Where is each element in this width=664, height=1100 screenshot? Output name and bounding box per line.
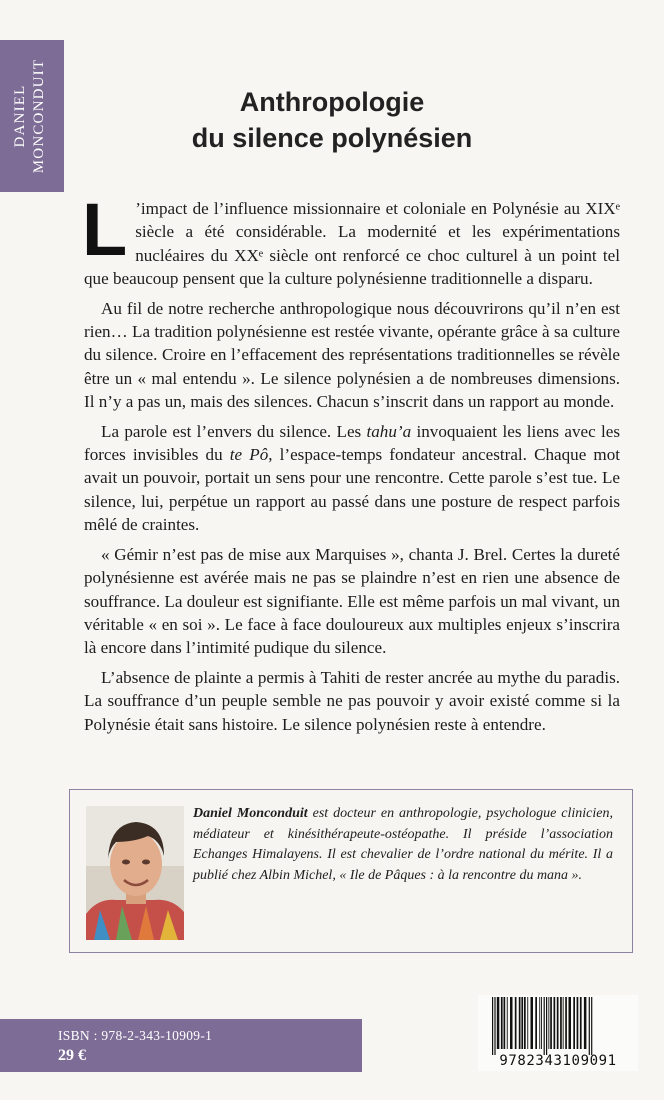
barcode-bar [563,997,564,1049]
term-te-po: te Pô [229,445,269,465]
barcode-bar [589,997,590,1055]
barcode-bar [539,997,540,1049]
barcode-bar [497,997,500,1049]
barcode-bar [591,997,592,1055]
barcode-bar [494,997,495,1055]
barcode-bar [521,997,523,1049]
barcode-bar [548,997,549,1049]
barcode-bar [584,997,587,1049]
barcode-bar [515,997,517,1049]
barcode-digits: 9782343109091 [499,1053,617,1069]
barcode-bar [501,997,503,1049]
blurb [82,188,621,742]
barcode-bar [565,997,567,1049]
title-line-1: Anthropologie [239,87,425,117]
barcode-bar [569,997,572,1049]
isbn-number: ISBN : 978-2-343-10909-1 [58,1028,213,1043]
barcode-bar [557,997,559,1049]
barcode-bar [492,997,493,1055]
barcode-bar [507,997,508,1049]
barcode-bar [546,997,547,1055]
paragraph-3-part-c: , l’espace-temps fondateur ancestral. Chaque mot avait un pouvoir, portait un sens pour une rencontre. Cette parole s’est tue. Le silence, lui, perpétue un rapport au passé dans une posture de respect parfois mêlé de craintes. [84,445,621,535]
barcode-bar [510,997,513,1049]
blurb-paragraph-5: L’absence de plainte a permis à Tahiti de rester ancrée au mythe du paradis. La souffrance d’un peuple semble ne pas pouvoir y avoir existé comme si la Polynésie était sans histoire. Le silence polynésien reste à entendre. [84,667,620,734]
term-tahua: tahu’a [366,421,412,441]
barcode-bar [544,997,545,1055]
drop-cap: L [82,188,128,271]
paragraph-3-part-b: invoquaient les liens avec les forces invisibles du [84,421,621,465]
paragraph-3-part-a: La parole est l’envers du silence. Les [101,421,367,441]
isbn-price-bar [0,1019,362,1072]
paragraph-1-text: ’impact de l’influence missionnaire et coloniale en Polynésie au XIXᵉ siècle a été considérable. La modernité et les expérimentations nucléaires du XXᵉ siècle ont renforcé ce choc culturel à un point tel que beaucoup pensent que la culture polynésienne traditionnelle a disparu. [84,199,620,289]
author-portrait-icon [86,806,184,940]
blurb-paragraph-1 [82,188,620,291]
blurb-paragraph-4: « Gémir n’est pas de mise aux Marquises », chanta J. Brel. Certes la dureté polynésienne est avérée mais ne pas se plaindre n’est en rien une absence de souffrance. La douleur est signifiante. Elle est même parfois un mal vivant, un véritable « en soi ». Le face à face douloureux aux multiples enjeux s’inscrira là encore dans l’intimité pudique du silence. [84,544,620,658]
book-title [0,84,664,156]
barcode-bar [535,997,537,1049]
blurb-paragraph-2: Au fil de notre recherche anthropologique nous découvrirons qu’il n’en est rien… La tradition polynésienne est restée vivante, opérante grâce à sa culture du silence. Croire en l’effacement des représentations traditionnelles se révèle être un « mal entendu ». Le silence polynésien a de nombreuses dimensions. Il n’y a pas un, mais des silences. Chacun s’inscrit dans un rapport au monde. [84,298,620,412]
barcode-bar [524,997,526,1049]
spine-first-name: DANIEL [12,84,28,148]
barcode-bar [554,997,556,1049]
author-name: Daniel Monconduit [193,806,308,821]
author-bio [193,804,613,886]
barcode-bar [541,997,542,1049]
barcode-bar [577,997,579,1049]
spine-last-name: MONCONDUIT [31,58,47,174]
barcode-bar [573,997,575,1049]
barcode-bar [527,997,528,1049]
barcode-bar [531,997,534,1049]
price: 29 € [58,1047,86,1064]
author-bio-text: est docteur en anthropologie, psychologue clinicien, médiateur et kinésithérapeute-ostéopathe. Il préside l’association Echanges Himalayens. Il est chevalier de l’ordre national du mérite. Il a publié chez Albin Michel, « Ile de Pâques : à la rencontre du mana ». [193,806,613,883]
barcode-icon [478,995,638,1055]
barcode-bar [504,997,506,1049]
barcode-bar [580,997,582,1049]
barcode-bar [519,997,521,1049]
blurb-paragraph-3 [84,420,620,537]
barcode [478,995,638,1071]
title-line-2: du silence polynésien [191,123,473,153]
barcode-bar [560,997,562,1049]
author-photo [86,806,184,940]
barcode-bar [550,997,552,1049]
author-box [69,789,633,953]
